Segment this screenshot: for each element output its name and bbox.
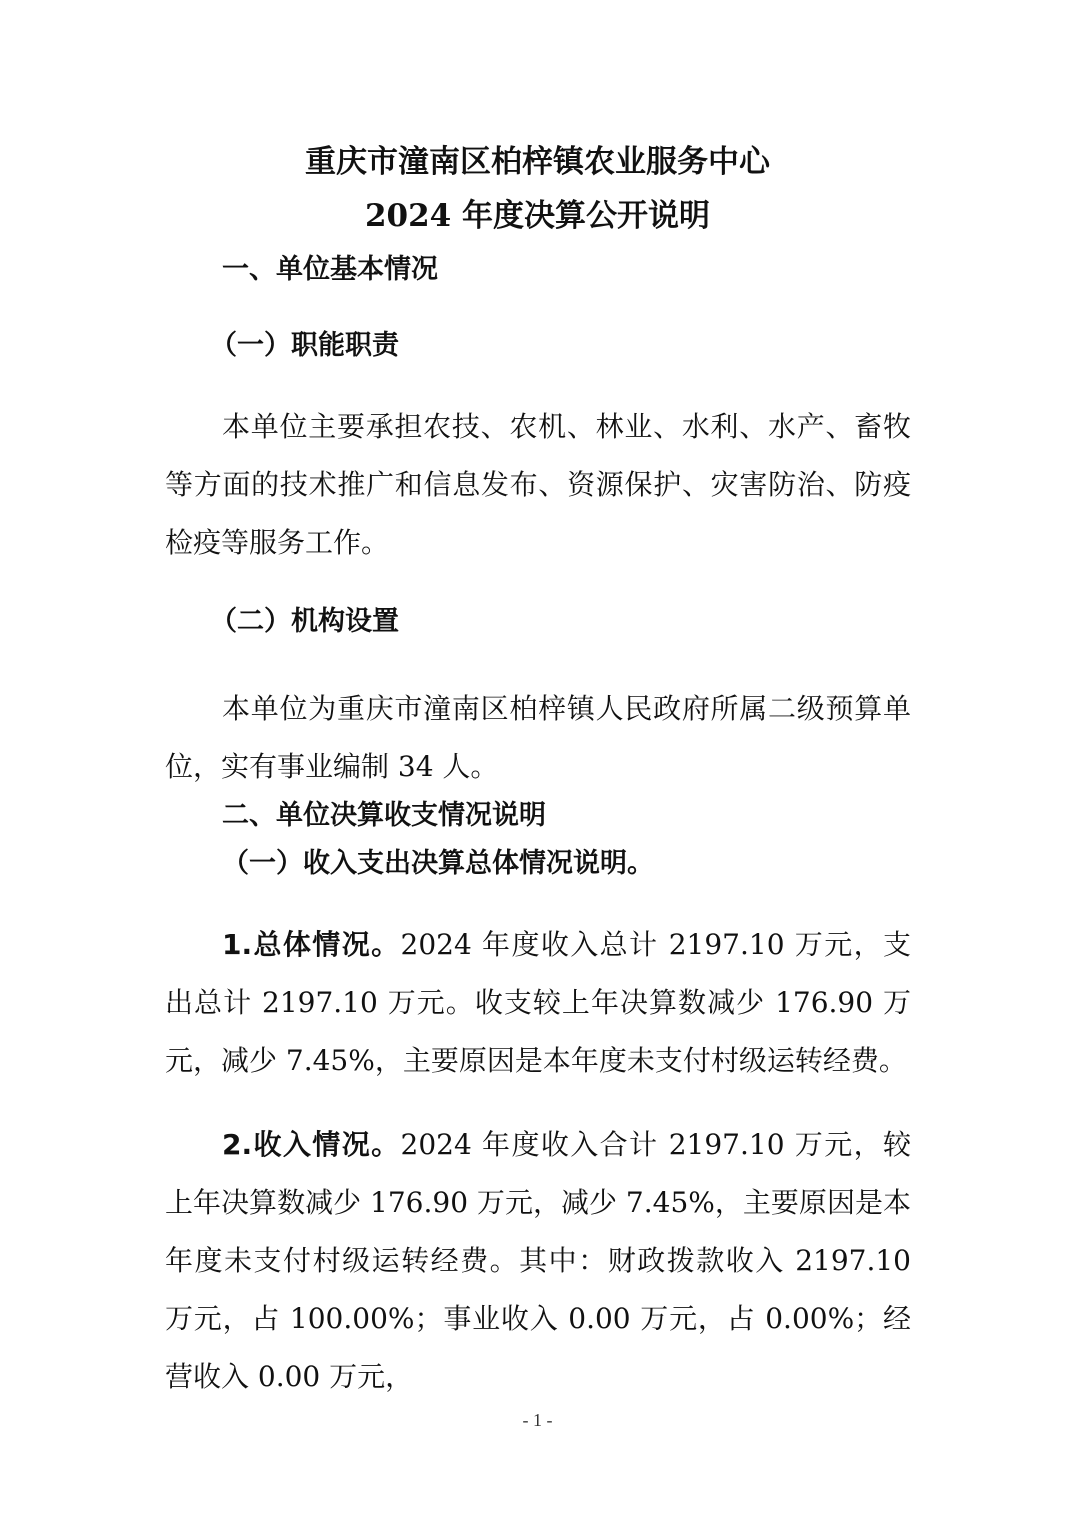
paragraph-overall [165, 916, 911, 1090]
section-heading-basic-info: 一、单位基本情况 [222, 254, 438, 285]
paragraph-functions: 本单位主要承担农技、农机、林业、水利、水产、畜牧等方面的技术推广和信息发布、资源保护、灾害防治、防疫检疫等服务工作。 [165, 410, 911, 559]
subheading-organization: （二）机构设置 [210, 606, 399, 637]
section-heading-final-accounts: 二、单位决算收支情况说明 [222, 800, 546, 831]
document-title-line2: 2024 年度决算公开说明 [364, 198, 711, 234]
paragraph-income [165, 1116, 911, 1406]
page-number: - 1 - [522, 1410, 553, 1430]
paragraph-lead: 2.收入情况。 [222, 1128, 401, 1161]
paragraph-organization: 本单位为重庆市潼南区柏梓镇人民政府所属二级预算单位，实有事业编制 34 人。 [165, 692, 911, 783]
subheading-income-expenditure: （一）收入支出决算总体情况说明。 [222, 848, 654, 879]
document-title-line1: 重庆市潼南区柏梓镇农业服务中心 [305, 144, 770, 180]
paragraph-lead: 1.总体情况。 [222, 928, 401, 961]
subheading-functions: （一）职能职责 [210, 330, 399, 361]
paragraph-text: 2024 年度收入合计 2197.10 万元，较上年决算数减少 176.90 万元，减少 7.45%，主要原因是本年度未支付村级运转经费。其中：财政拨款收入 2197.10 万元，占 100.00%；事业收入 0.00 万元，占 0.00%；经营收入 0.00 万元， [165, 1128, 911, 1393]
paragraph-text: 2024 年度收入总计 2197.10 万元，支出总计 2197.10 万元。收支较上年决算数减少 176.90 万元，减少 7.45%，主要原因是本年度未支付村级运转经费。 [165, 928, 911, 1077]
